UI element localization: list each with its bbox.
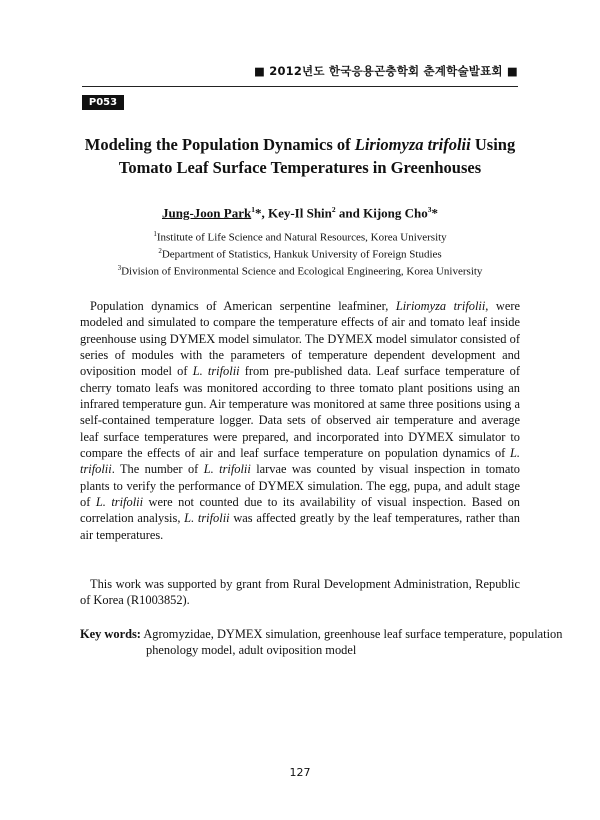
author-affil-mark: 1 — [251, 205, 255, 214]
affiliation-mark: 3 — [117, 264, 122, 273]
abstract-text: Population dynamics of American serpentine leafminer, — [90, 299, 396, 313]
abstract-text: from pre-published data. Leaf surface temperature of cherry tomato leafs was monitored according to three tomato plant positions using an infrared temperature gun. Air temperature was monitored at same three positions using a self-contained temperature logger. Data sets of observed air temperature and average leaf surface temperatures were prepared, and incorporated into DYMEX simulator to compare the effects of air and leaf surface temperature on population dynamics of — [80, 364, 520, 461]
title-species: Liriomyza trifolii — [354, 135, 471, 154]
abstract-species: L. trifolii — [184, 511, 230, 526]
abstract-species: Liriomyza trifolii — [395, 299, 486, 313]
author-affil-mark: 2 — [331, 205, 336, 214]
keywords-paragraph — [80, 626, 586, 659]
author-separator: *, — [254, 205, 268, 221]
author-list — [60, 205, 540, 221]
abstract-text: . The number of — [111, 462, 204, 477]
keywords-text: Agromyzidae, DYMEX simulation, greenhouse leaf surface temperature, population phenology model, adult oviposition model — [140, 627, 563, 658]
abstract-species: L. trifolii — [80, 446, 520, 477]
affiliation — [60, 262, 540, 279]
abstract-text: was affected greatly by the leaf temperatures, rather than air temperatures. — [80, 511, 520, 542]
paper-title — [60, 133, 540, 179]
abstract-text: , were modeled and simulated to compare the temperature effects of air and tomato leaf inside greenhouse using DYMEX model simulator. The DYMEX model simulator consisted of series of modules with the parameters of temperature dependent development and oviposition model of — [80, 299, 520, 379]
affiliation — [60, 228, 540, 245]
acknowledgement-paragraph: This work was supported by grant from Rural Development Administration, Republic of Korea (R1003852). — [80, 577, 520, 608]
author-affil-mark: 3 — [427, 205, 432, 214]
affiliation — [60, 245, 540, 262]
keywords-label: Key words: — [80, 627, 141, 641]
affiliation-text: Institute of Life Science and Natural Resources, Korea University — [156, 231, 447, 244]
author-name: Key-Il Shin — [267, 205, 332, 221]
poster-id-badge: P053 — [82, 95, 124, 110]
affiliation-text: Department of Statistics, Hankuk University of Foreign Studies — [161, 248, 442, 261]
author-name: Kijong Cho — [363, 205, 428, 221]
author-separator: and — [335, 205, 364, 221]
affiliation-mark: 2 — [158, 247, 162, 256]
abstract-paragraph — [80, 298, 520, 543]
abstract-text: larvae was counted by visual inspection in tomato plants to verify the performance of DYMEX simulation. The egg, pupa, and adult stage of — [80, 462, 520, 510]
abstract-species: L. trifolii — [95, 495, 144, 510]
conference-header: ■ 2012년도 한국응용곤충학회 춘계학술발표회 ■ — [82, 60, 518, 87]
title-part-2: Using Tomato Leaf Surface Temperatures in Greenhouses — [118, 135, 516, 177]
author-separator: * — [431, 205, 439, 221]
author-name: Jung-Joon Park — [161, 205, 252, 221]
abstract-species: L. trifolii — [203, 462, 251, 477]
page-number: 127 — [289, 766, 311, 779]
abstract-text: were not counted due to its availability of visual inspection. Based on correlation analysis, — [80, 495, 520, 526]
affiliation-list — [60, 228, 540, 279]
affiliation-mark: 1 — [153, 230, 157, 238]
title-part-1: Modeling the Population Dynamics of — [84, 135, 355, 154]
abstract-species: L. trifolii — [192, 364, 240, 379]
affiliation-text: Division of Environmental Science and Ecological Engineering, Korea University — [121, 265, 483, 278]
